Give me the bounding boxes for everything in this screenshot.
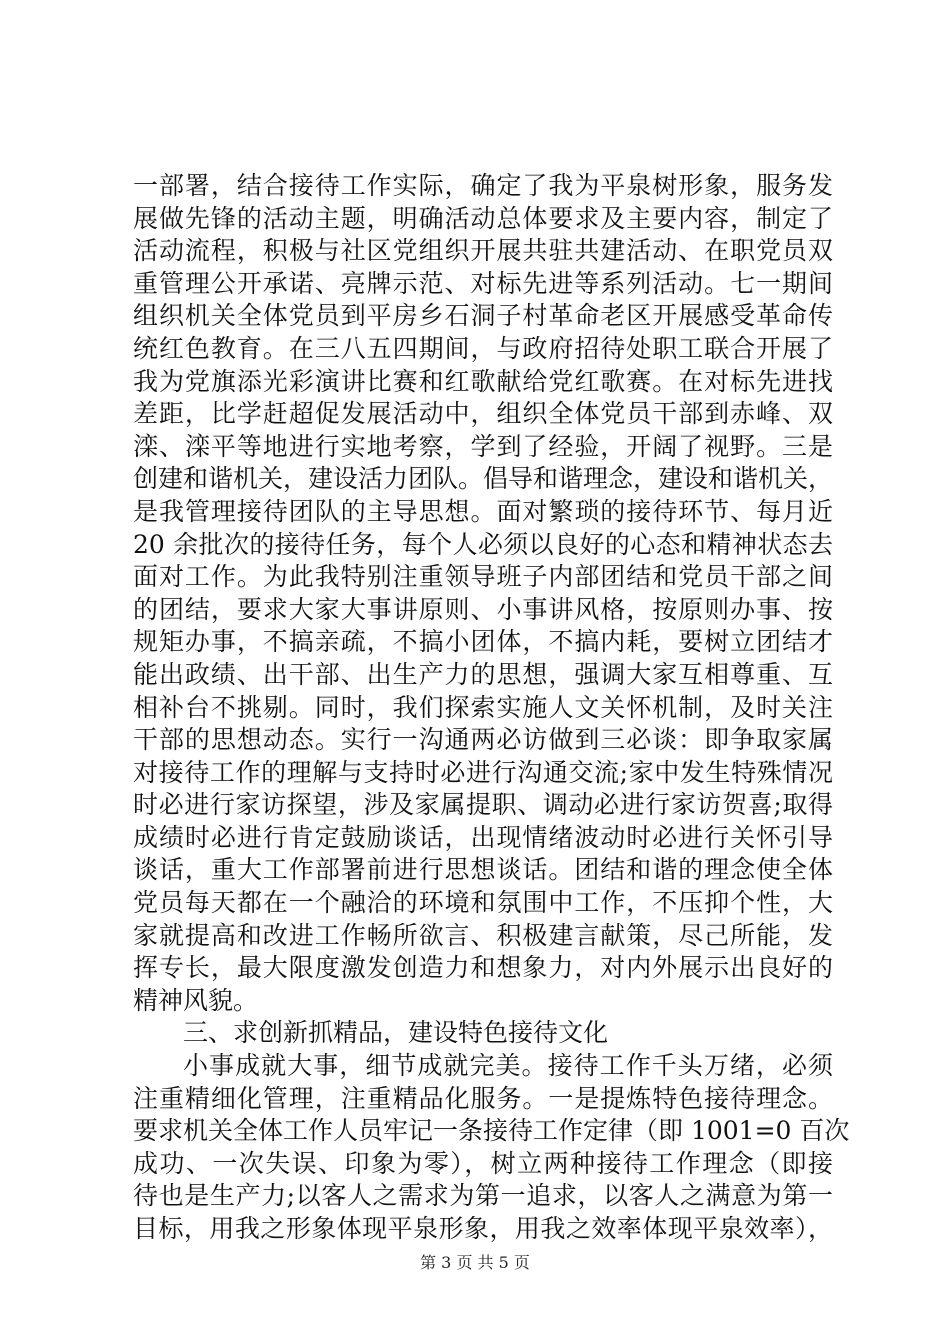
text-line: 的团结，要求大家大事讲原则、小事讲风格，按原则办事、按 <box>133 594 833 624</box>
text-line: 是我管理接待团队的主导思想。面对繁琐的接待环节、每月近 <box>133 496 833 526</box>
text-line: 统红色教育。在三八五四期间，与政府招待处职工联合开展了 <box>133 333 833 363</box>
page-number-label: 第 3 页 共 5 页 <box>420 1253 530 1272</box>
text-line: 待也是生产力;以客人之需求为第一追求，以客人之满意为第一 <box>133 1181 833 1211</box>
text-line: 滦、滦平等地进行实地考察，学到了经验，开阔了视野。三是 <box>133 431 833 461</box>
text-line: 挥专长，最大限度激发创造力和想象力，对内外展示出良好的 <box>133 953 833 983</box>
text-line: 干部的思想动态。实行一沟通两必访做到三必谈：即争取家属 <box>133 725 833 755</box>
document-body <box>133 170 850 1246</box>
text-line: 能出政绩、出干部、出生产力的思想，强调大家互相尊重、互 <box>133 659 833 689</box>
text-line: 重管理公开承诺、亮牌示范、对标先进等系列活动。七一期间 <box>133 268 833 298</box>
text-line: 组织机关全体党员到平房乡石洞子村革命老区开展感受革命传 <box>133 301 833 331</box>
text-line: 谈话，重大工作部署前进行思想谈话。团结和谐的理念使全体 <box>133 855 833 885</box>
text-line: 我为党旗添光彩演讲比赛和红歌献给党红歌赛。在对标先进找 <box>133 366 833 396</box>
text-line: 成功、一次失误、印象为零），树立两种接待工作理念（即接 <box>133 1148 833 1178</box>
text-line: 家就提高和改进工作畅所欲言、积极建言献策，尽己所能，发 <box>133 920 833 950</box>
text-line: 活动流程，积极与社区党组织开展共驻共建活动、在职党员双 <box>133 236 833 266</box>
text-line: 创建和谐机关，建设活力团队。倡导和谐理念，建设和谐机关， <box>133 464 834 494</box>
text-line: 三、求创新抓精品，建设特色接待文化 <box>183 1018 609 1048</box>
text-line: 目标，用我之形象体现平泉形象，用我之效率体现平泉效率）， <box>133 1214 833 1243</box>
text-line: 党员每天都在一个融洽的环境和氛围中工作，不压抑个性，大 <box>133 888 833 918</box>
text-line: 差距，比学赶超促发展活动中，组织全体党员干部到赤峰、双 <box>133 399 833 429</box>
text-line: 时必进行家访探望，涉及家属提职、调动必进行家访贺喜;取得 <box>133 790 833 820</box>
text-line: 对接待工作的理解与支持时必进行沟通交流;家中发生特殊情况 <box>133 757 833 787</box>
text-line: 一部署，结合接待工作实际，确定了我为平泉树形象，服务发 <box>133 171 833 200</box>
text-line: 精神风貌。 <box>133 985 259 1015</box>
text-line: 成绩时必进行肯定鼓励谈话，出现情绪波动时必进行关怀引导 <box>133 822 833 852</box>
text-line: 相补台不挑剔。同时，我们探索实施人文关怀机制，及时关注 <box>133 692 833 722</box>
text-line: 20 余批次的接待任务，每个人必须以良好的心态和精神状态去 <box>133 529 833 559</box>
text-line: 要求机关全体工作人员牢记一条接待工作定律（即 1001=0 百次 <box>133 1116 850 1146</box>
text-line: 规矩办事，不搞亲疏，不搞小团体，不搞内耗，要树立团结才 <box>133 627 833 657</box>
page-footer <box>0 1250 950 1273</box>
text-line: 注重精细化管理，注重精品化服务。一是提炼特色接待理念。 <box>133 1083 833 1113</box>
text-line: 小事成就大事，细节成就完美。接待工作千头万绪，必须 <box>183 1051 833 1081</box>
text-line: 展做先锋的活动主题，明确活动总体要求及主要内容，制定了 <box>133 203 833 233</box>
text-line: 面对工作。为此我特别注重领导班子内部团结和党员干部之间 <box>133 562 833 592</box>
